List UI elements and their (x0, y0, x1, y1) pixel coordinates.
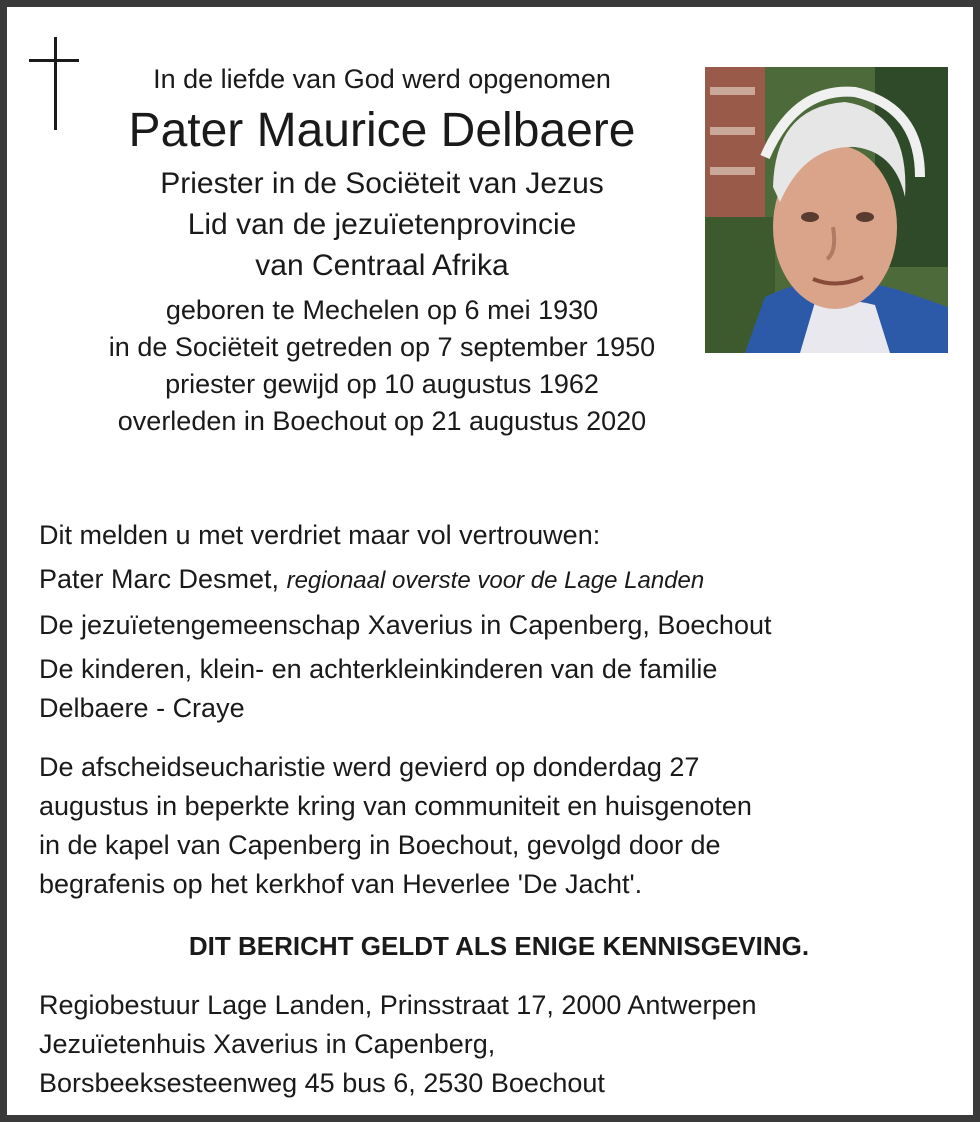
obituary-body (39, 513, 959, 1103)
date-line: overleden in Boechout op 21 augustus 2020 (117, 406, 647, 436)
signer-line (39, 557, 959, 603)
community-line: De jezuïetengemeenschap Xaverius in Capenberg, Boechout (39, 610, 772, 640)
role-line: van Centraal Afrika (255, 249, 509, 282)
obituary-header (52, 59, 712, 440)
address-line: Regiobestuur Lage Landen, Prinsstraat 17, 2000 Antwerpen (39, 990, 757, 1020)
address-line: Borsbeeksesteenweg 45 bus 6, 2530 Boechout (39, 1068, 605, 1098)
address-block (39, 986, 959, 1103)
ceremony-line: augustus in beperkte kring van communiteit en huisgenoten (39, 791, 752, 821)
role-line: Lid van de jezuïetenprovincie (187, 208, 577, 241)
signer-name: Pater Marc Desmet, (39, 564, 280, 594)
obituary-card (7, 7, 973, 1115)
family-line: De kinderen, klein- en achterkleinkinderen van de familie (39, 654, 718, 684)
notice-heading: DIT BERICHT GELDT ALS ENIGE KENNISGEVING. (188, 931, 810, 961)
date-line: geboren te Mechelen op 6 mei 1930 (165, 295, 599, 325)
ceremony-block (39, 748, 959, 904)
ceremony-line: begrafenis op het kerkhof van Heverlee 'De Jacht'. (39, 869, 643, 899)
deceased-name: Pater Maurice Delbaere (128, 104, 636, 157)
family-line: Delbaere - Craye (39, 693, 245, 723)
date-line: in de Sociëteit getreden op 7 september 1950 (108, 332, 656, 362)
role-line: Priester in de Sociëteit van Jezus (160, 167, 604, 200)
date-line: priester gewijd op 10 augustus 1962 (165, 369, 599, 399)
ceremony-line: in de kapel van Capenberg in Boechout, gevolgd door de (39, 830, 721, 860)
family-block (39, 650, 959, 728)
signer-title: regionaal overste voor de Lage Landen (286, 567, 705, 594)
ceremony-line: De afscheidseucharistie werd gevierd op donderdag 27 (39, 752, 700, 782)
portrait-photo (705, 67, 948, 353)
announcement-intro: Dit melden u met verdriet maar vol vertrouwen: (39, 520, 601, 550)
address-line: Jezuïetenhuis Xaverius in Capenberg, (39, 1029, 496, 1059)
intro-text: In de liefde van God werd opgenomen (153, 64, 611, 94)
